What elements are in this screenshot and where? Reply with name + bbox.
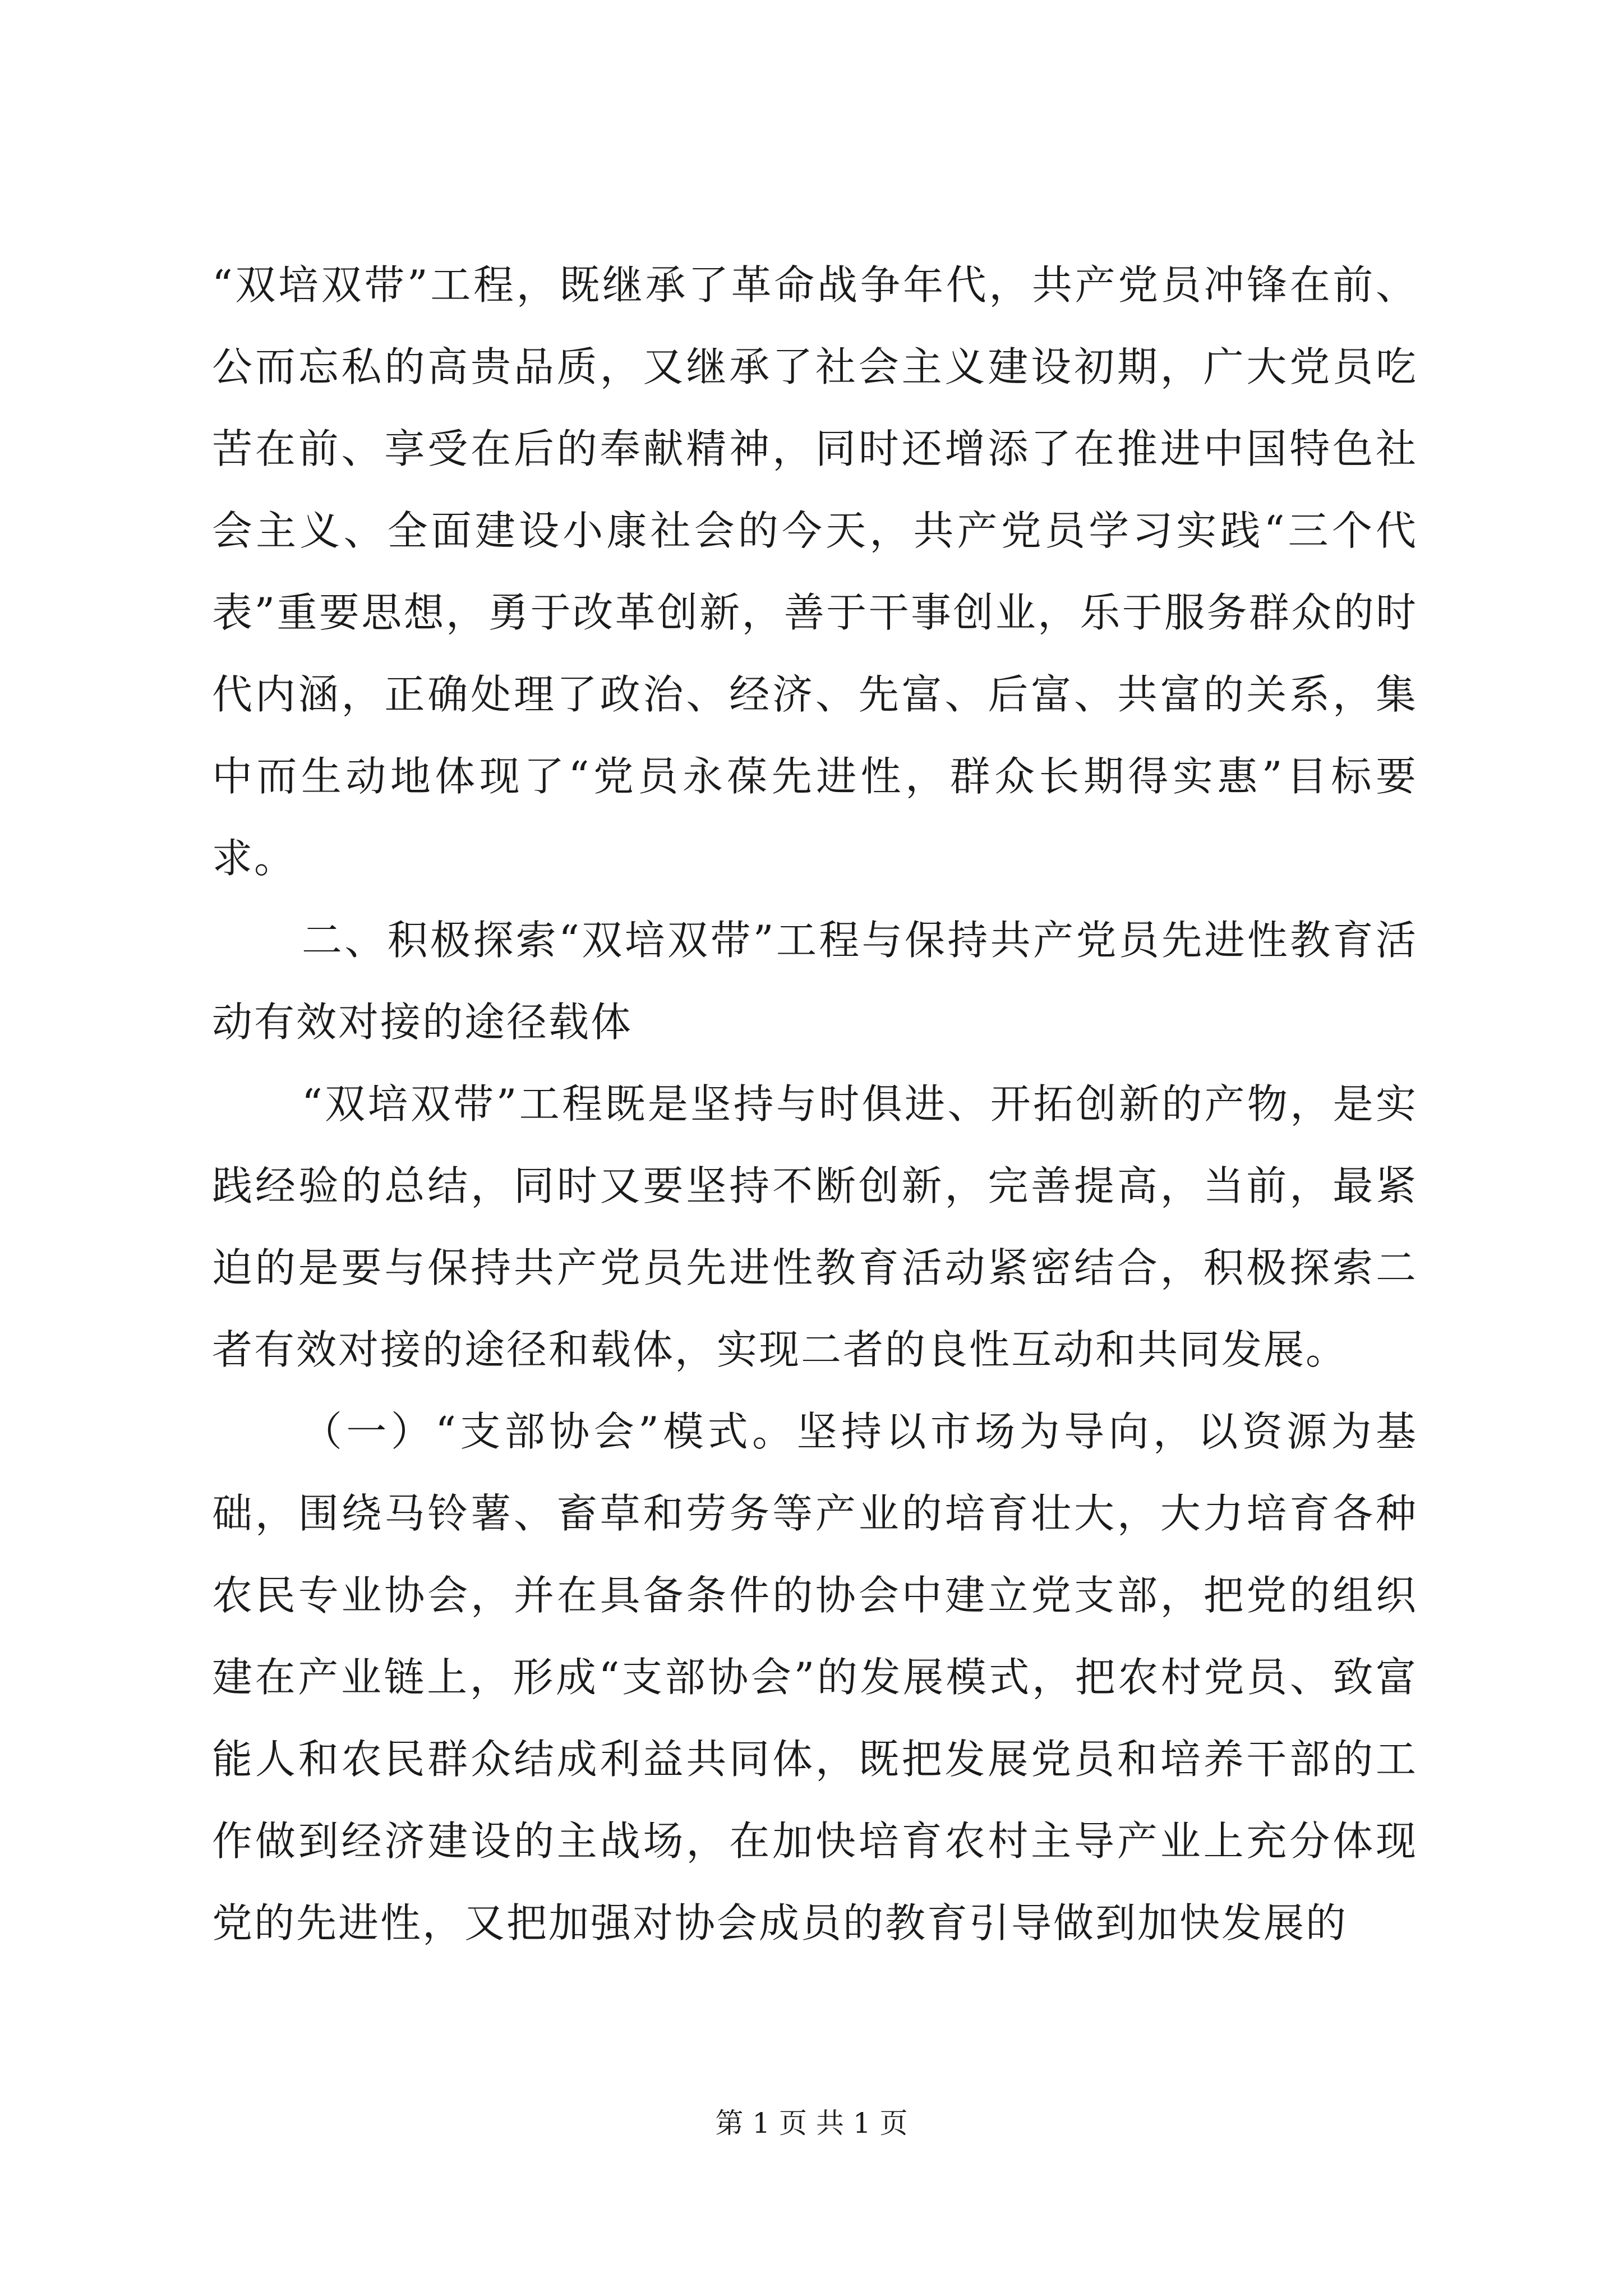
section-heading-2: 二、积极探索“双培双带”工程与保持共产党员先进性教育活动有效对接的途径载体 bbox=[212, 917, 1418, 1046]
paragraph-4: （一）“支部协会”模式。坚持以市场为导向，以资源为基础，围绕马铃薯、畜草和劳务等产业的培育壮大，大力培育各种农民专业协会，并在具备条件的协会中建立党支部，把党的组织建在产业链上，形成“支部协会”的发展模式，把农村党员、致富能人和农民群众结成利益共同体，既把发展党员和培养干部的工作做到经济建设的主战场，在加快培育农村主导产业上充分体现党的先进性，又把加强对协会成员的教育引导做到加快发展的 bbox=[212, 1408, 1418, 1947]
document-body bbox=[212, 244, 1418, 1964]
paragraph-3: “双培双带”工程既是坚持与时俱进、开拓创新的产物，是实践经验的总结，同时又要坚持不断创新，完善提高，当前，最紧迫的是要与保持共产党员先进性教育活动紧密结合，积极探索二者有效对接的途径和载体，实现二者的良性互动和共同发展。 bbox=[212, 1080, 1418, 1373]
paragraph-1: “双培双带”工程，既继承了革命战争年代，共产党员冲锋在前、公而忘私的高贵品质，又继承了社会主义建设初期，广大党员吃苦在前、享受在后的奉献精神，同时还增添了在推进中国特色社会主义、全面建设小康社会的今天，共产党员学习实践“三个代表”重要思想，勇于改革创新，善于干事创业，乐于服务群众的时代内涵，正确处理了政治、经济、先富、后富、共富的关系，集中而生动地体现了“党员永葆先进性，群众长期得实惠”目标要求。 bbox=[212, 261, 1418, 882]
page-footer: 第 1 页 共 1 页 bbox=[715, 2107, 908, 2139]
